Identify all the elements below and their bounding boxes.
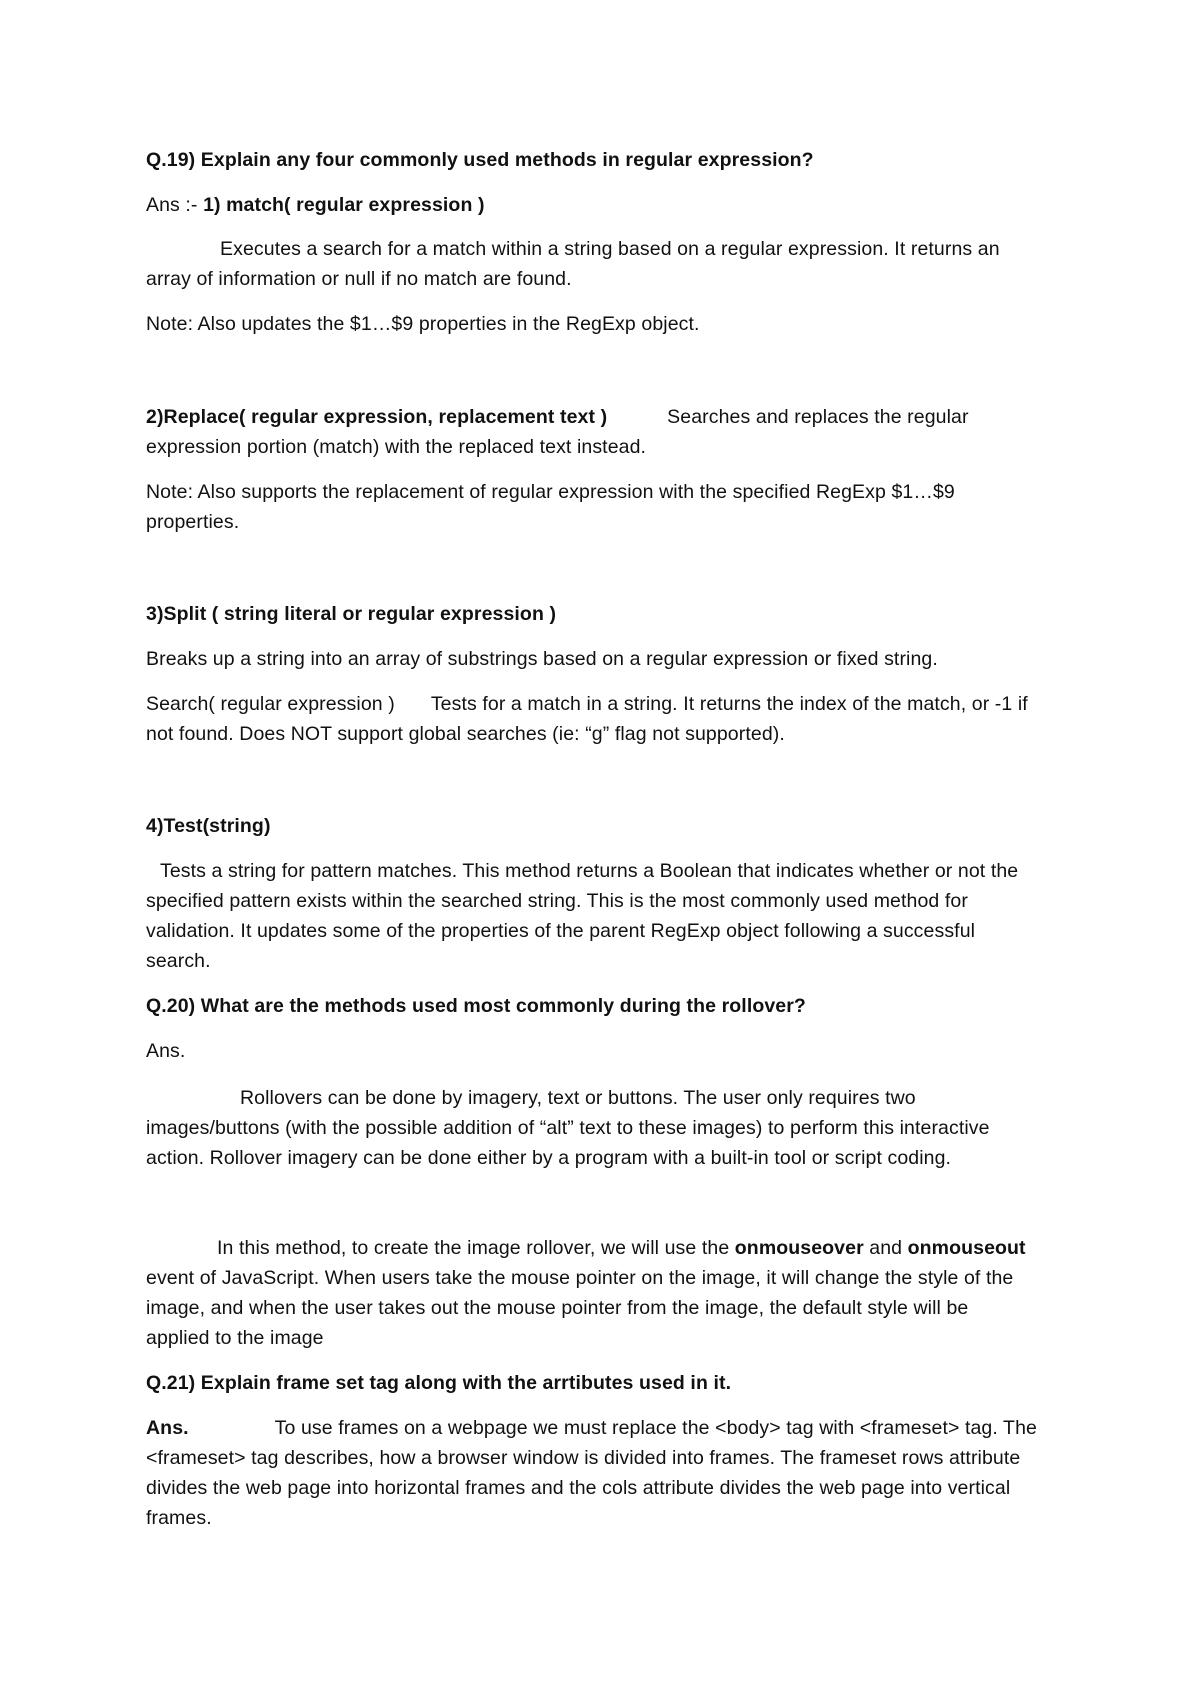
- method-4-description-line-3: validation. It updates some of the properties of the parent RegExp object following a successful: [146, 920, 976, 942]
- rollover-paragraph-2-line-4: applied to the image: [146, 1327, 324, 1349]
- frameset-paragraph-line-3: divides the web page into horizontal frames and the cols attribute divides the web page into vertical: [146, 1477, 1011, 1499]
- question-21: Q.21) Explain frame set tag along with the arrtibutes used in it.: [146, 1372, 732, 1394]
- question-19: Q.19) Explain any four commonly used methods in regular expression?: [146, 149, 814, 171]
- frameset-paragraph-line-2: <frameset> tag describes, how a browser window is divided into frames. The frameset rows attribute: [146, 1447, 1021, 1469]
- rollover-paragraph-1-line-2: images/buttons (with the possible addition of “alt” text to these images) to perform this interactive: [146, 1117, 990, 1139]
- question-20-answer-label: Ans.: [146, 1040, 186, 1062]
- search-method-line-2: not found. Does NOT support global searches (ie: “g” flag not supported).: [146, 723, 785, 745]
- rollover-paragraph-2-line-1: In this method, to create the image rollover, we will use the onmouseover and onmouseout: [217, 1237, 1026, 1259]
- method-2-heading: 2)Replace( regular expression, replacement text ) Searches and replaces the regular: [146, 406, 969, 428]
- method-4-heading: 4)Test(string): [146, 815, 271, 837]
- method-3-description: Breaks up a string into an array of substrings based on a regular expression or fixed string.: [146, 648, 938, 670]
- search-method-line-1: Search( regular expression ) Tests for a match in a string. It returns the index of the match, or -1 if: [146, 693, 1028, 715]
- rollover-paragraph-1-line-1: Rollovers can be done by imagery, text or buttons. The user only requires two: [240, 1087, 916, 1109]
- question-20: Q.20) What are the methods used most commonly during the rollover?: [146, 995, 806, 1017]
- frameset-paragraph-line-4: frames.: [146, 1507, 212, 1529]
- rollover-paragraph-1-line-3: action. Rollover imagery can be done either by a program with a built-in tool or script coding.: [146, 1147, 952, 1169]
- method-1-note: Note: Also updates the $1…$9 properties in the RegExp object.: [146, 313, 700, 335]
- method-2-description-line-2: expression portion (match) with the replaced text instead.: [146, 436, 647, 458]
- method-1-description-line-1: Executes a search for a match within a string based on a regular expression. It returns an: [220, 238, 1000, 260]
- method-1-heading: Ans :- 1) match( regular expression ): [146, 194, 485, 216]
- method-2-note-line-2: properties.: [146, 511, 240, 533]
- method-3-heading: 3)Split ( string literal or regular expression ): [146, 603, 557, 625]
- method-2-note-line-1: Note: Also supports the replacement of regular expression with the specified RegExp $1…$9: [146, 481, 955, 503]
- rollover-paragraph-2-line-3: image, and when the user takes out the mouse pointer from the image, the default style will be: [146, 1297, 969, 1319]
- method-4-description-line-1: Tests a string for pattern matches. This method returns a Boolean that indicates whether or not the: [160, 860, 1019, 882]
- frameset-paragraph-line-1: Ans. To use frames on a webpage we must replace the <body> tag with <frameset> tag. The: [146, 1417, 1037, 1439]
- method-1-description-line-2: array of information or null if no match are found.: [146, 268, 572, 290]
- method-4-description-line-4: search.: [146, 950, 211, 972]
- rollover-paragraph-2-line-2: event of JavaScript. When users take the mouse pointer on the image, it will change the style of the: [146, 1267, 1014, 1289]
- method-4-description-line-2: specified pattern exists within the searched string. This is the most commonly used method for: [146, 890, 968, 912]
